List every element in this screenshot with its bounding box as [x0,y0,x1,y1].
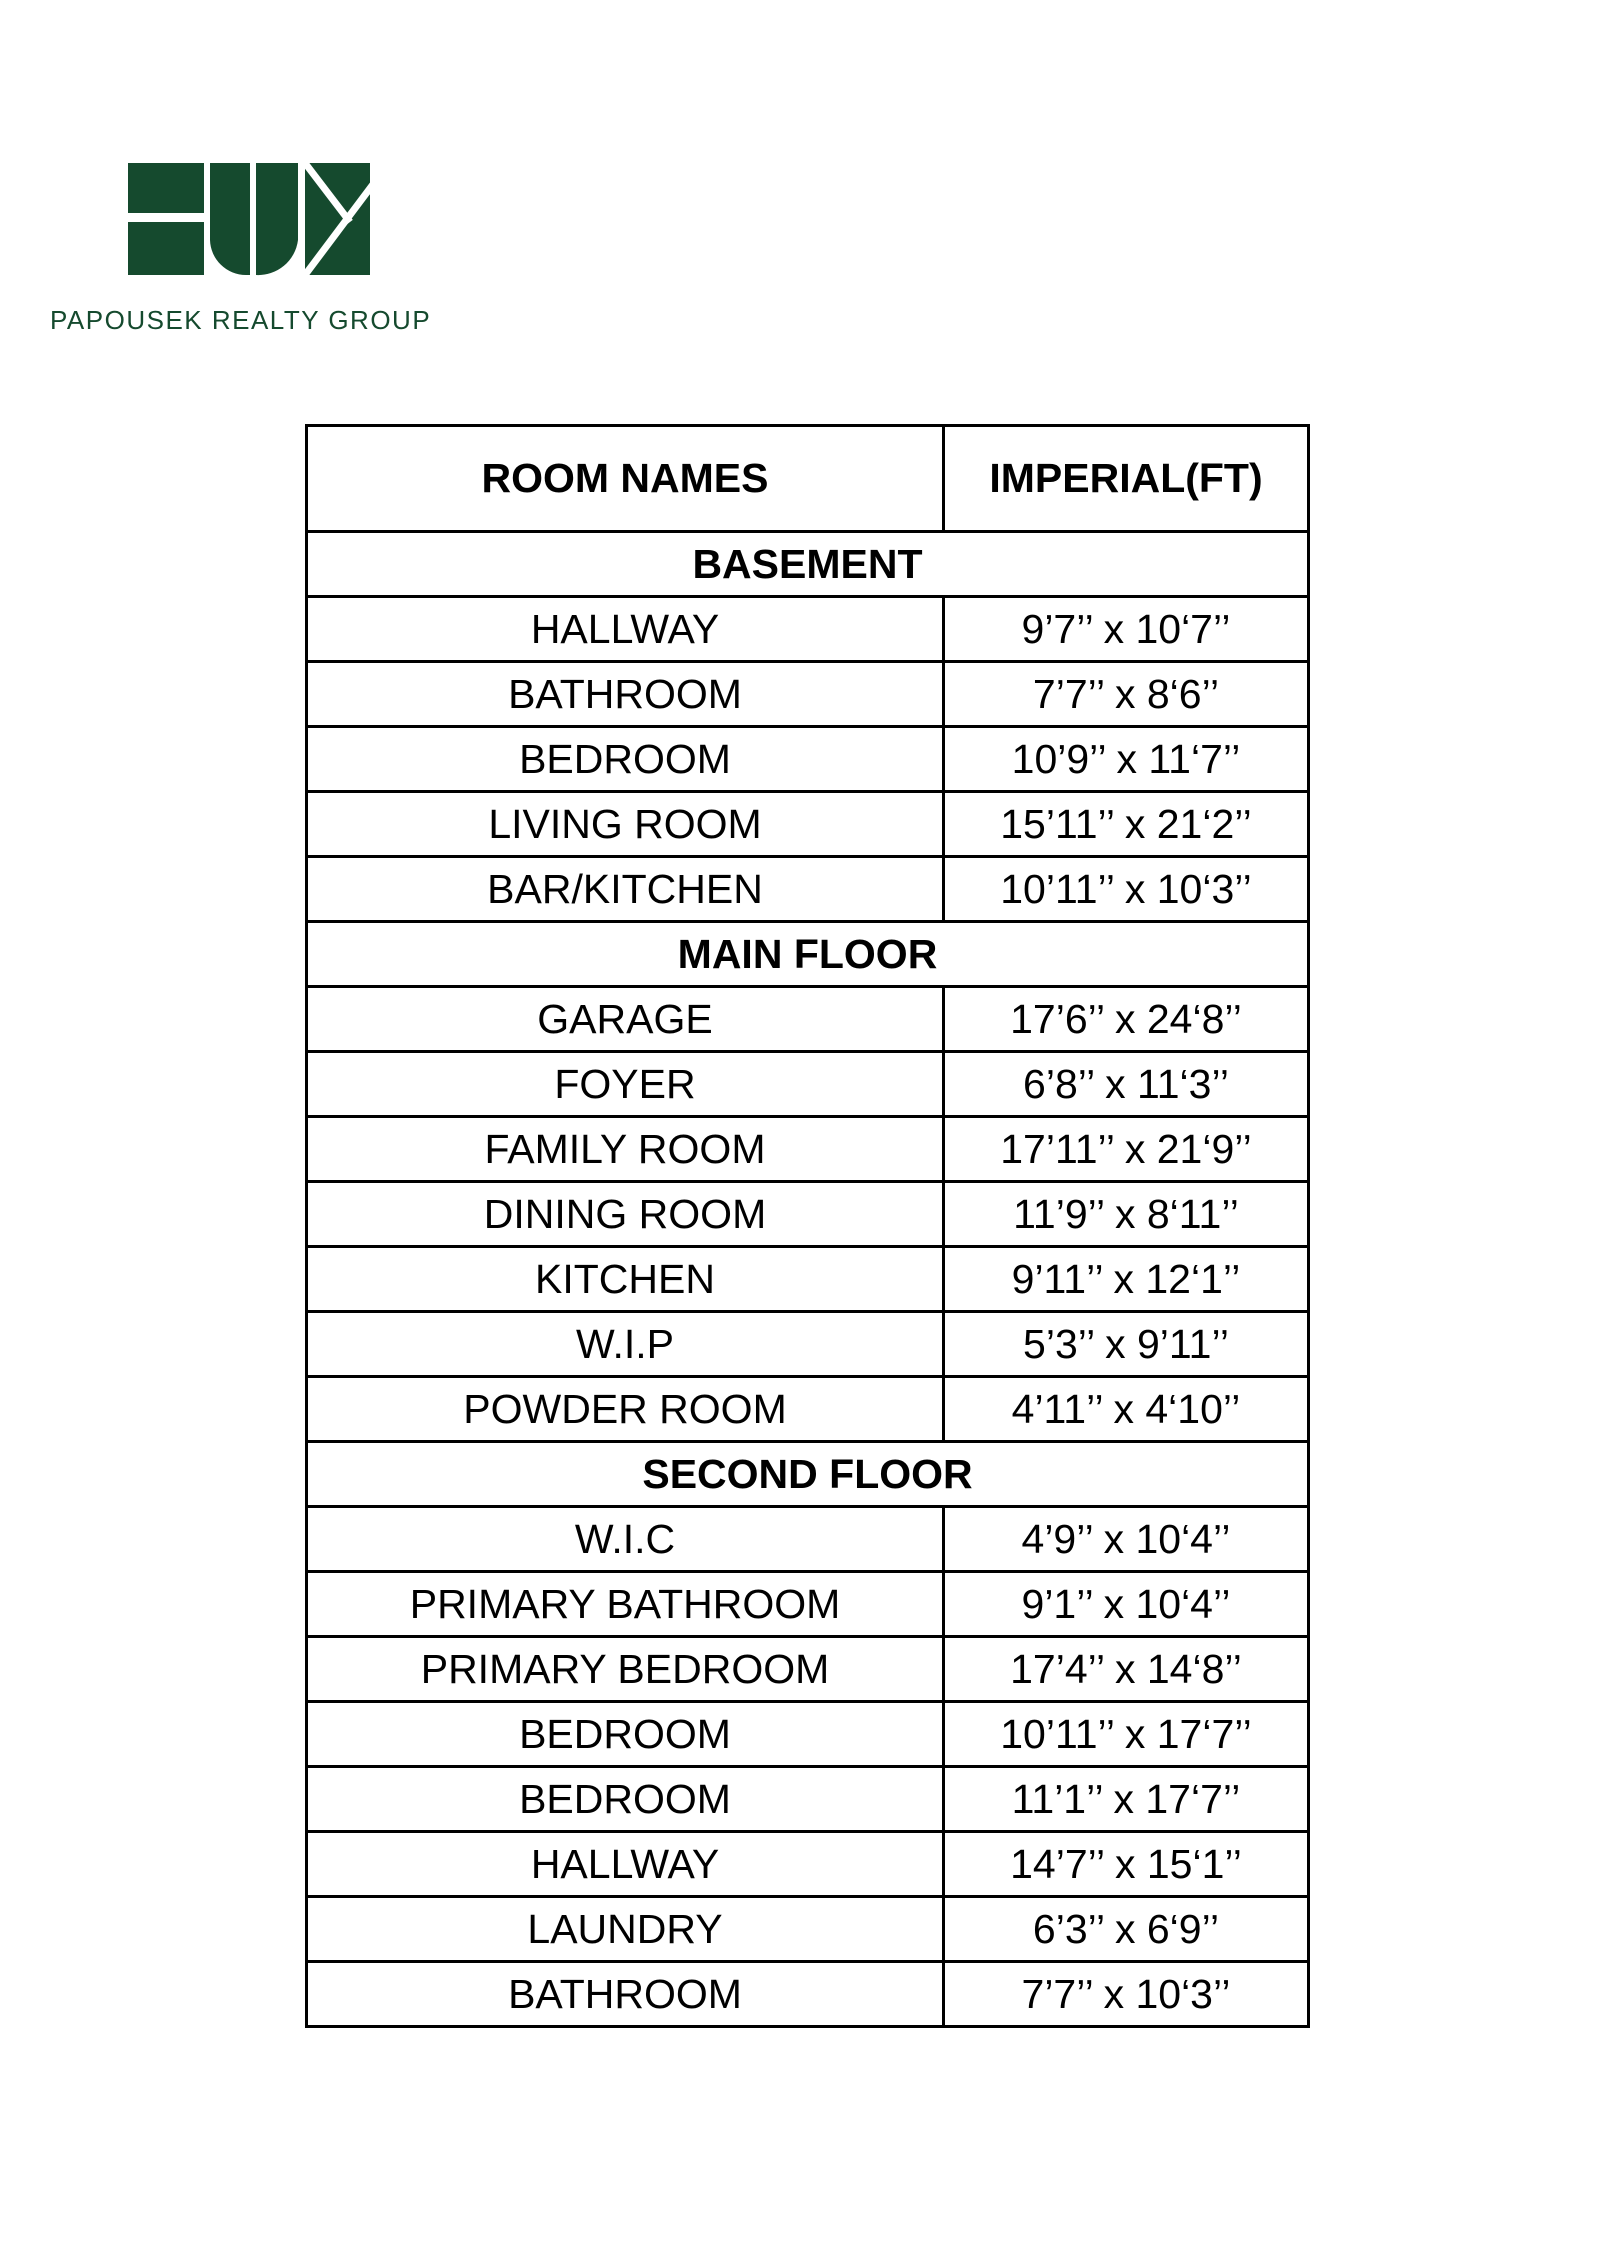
room-size-cell: 17’11’’ x 21‘9’’ [944,1117,1309,1182]
section-title: MAIN FLOOR [307,922,1309,987]
room-name-cell: POWDER ROOM [307,1377,944,1442]
brand-name: PAPOUSEK REALTY GROUP [50,305,432,335]
room-name-cell: PRIMARY BATHROOM [307,1572,944,1637]
table-row [307,857,1309,922]
room-name-cell: BEDROOM [307,1702,944,1767]
table-row [307,727,1309,792]
room-size-cell: 11’9’’ x 8‘11’’ [944,1182,1309,1247]
table-row [307,1312,1309,1377]
room-size-cell: 5’3’’ x 9’11’’ [944,1312,1309,1377]
room-size-cell: 14’7’’ x 15‘1’’ [944,1832,1309,1897]
section-row [307,922,1309,987]
room-size-cell: 10’9’’ x 11‘7’’ [944,727,1309,792]
room-name-cell: BATHROOM [307,662,944,727]
table-row [307,1702,1309,1767]
table-row [307,987,1309,1052]
table-row [307,1117,1309,1182]
room-size-cell: 4’11’’ x 4‘10’’ [944,1377,1309,1442]
room-name-cell: HALLWAY [307,1832,944,1897]
room-name-cell: BEDROOM [307,1767,944,1832]
table-row [307,1767,1309,1832]
room-name-cell: KITCHEN [307,1247,944,1312]
table-row [307,1247,1309,1312]
table-row [307,1832,1309,1897]
section-row [307,532,1309,597]
section-row [307,1442,1309,1507]
table-header-row [307,426,1309,532]
table-row [307,1182,1309,1247]
table-row [307,1377,1309,1442]
room-name-cell: HALLWAY [307,597,944,662]
logo-mark-icon [50,160,370,284]
table-row [307,597,1309,662]
room-name-cell: W.I.P [307,1312,944,1377]
room-size-cell: 11’1’’ x 17‘7’’ [944,1767,1309,1832]
room-name-cell: LIVING ROOM [307,792,944,857]
table-row [307,1507,1309,1572]
room-size-cell: 17’4’’ x 14‘8’’ [944,1637,1309,1702]
brand-logo [50,160,470,335]
table-row [307,662,1309,727]
section-title: BASEMENT [307,532,1309,597]
room-size-cell: 9’1’’ x 10‘4’’ [944,1572,1309,1637]
table-row [307,1572,1309,1637]
room-name-cell: BEDROOM [307,727,944,792]
column-header-imperial: IMPERIAL(FT) [944,426,1309,532]
room-name-cell: FOYER [307,1052,944,1117]
section-title: SECOND FLOOR [307,1442,1309,1507]
room-size-cell: 9’11’’ x 12‘1’’ [944,1247,1309,1312]
table-body [307,532,1309,2027]
room-dimensions-table [305,424,1310,2028]
room-name-cell: LAUNDRY [307,1897,944,1962]
table-row [307,792,1309,857]
room-size-cell: 17’6’’ x 24‘8’’ [944,987,1309,1052]
room-size-cell: 9’7’’ x 10‘7’’ [944,597,1309,662]
room-name-cell: W.I.C [307,1507,944,1572]
room-name-cell: FAMILY ROOM [307,1117,944,1182]
table-row [307,1637,1309,1702]
room-name-cell: BATHROOM [307,1962,944,2027]
room-size-cell: 10’11’’ x 17‘7’’ [944,1702,1309,1767]
room-size-cell: 7’7’’ x 8‘6’’ [944,662,1309,727]
table-row [307,1897,1309,1962]
room-name-cell: PRIMARY BEDROOM [307,1637,944,1702]
room-size-cell: 6’3’’ x 6‘9’’ [944,1897,1309,1962]
column-header-room-names: ROOM NAMES [307,426,944,532]
table-row [307,1962,1309,2027]
room-size-cell: 6’8’’ x 11‘3’’ [944,1052,1309,1117]
room-size-cell: 10’11’’ x 10‘3’’ [944,857,1309,922]
room-size-cell: 7’7’’ x 10‘3’’ [944,1962,1309,2027]
room-size-cell: 4’9’’ x 10‘4’’ [944,1507,1309,1572]
room-name-cell: BAR/KITCHEN [307,857,944,922]
table-row [307,1052,1309,1117]
room-name-cell: DINING ROOM [307,1182,944,1247]
room-size-cell: 15’11’’ x 21‘2’’ [944,792,1309,857]
room-name-cell: GARAGE [307,987,944,1052]
